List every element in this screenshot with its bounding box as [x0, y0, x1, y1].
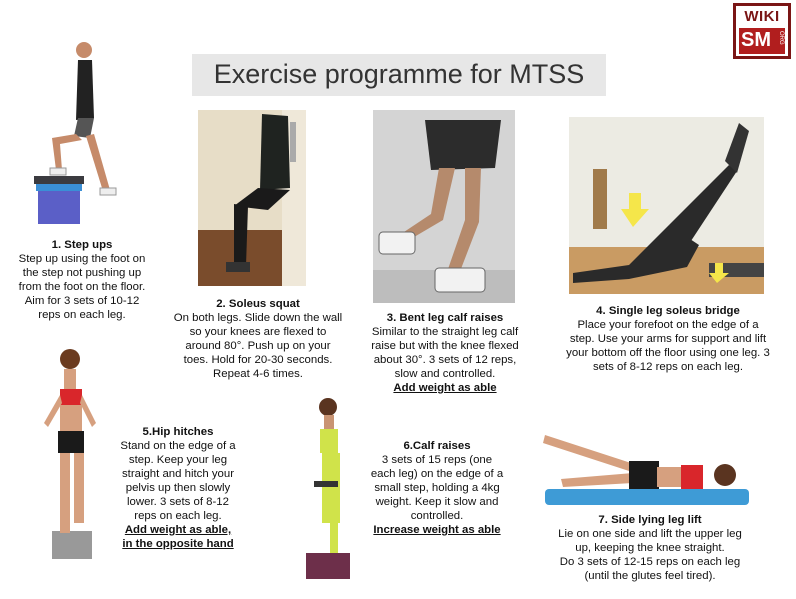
exercise-line: from the foot on the floor. — [18, 281, 146, 293]
exercise-line: toes. Hold for 20-30 seconds. — [183, 354, 333, 366]
page-title: Exercise programme for MTSS — [213, 59, 585, 89]
exercise-mat — [545, 489, 749, 505]
exercise-line: reps on each leg. — [38, 309, 126, 321]
exercise-3-text — [357, 311, 533, 395]
exercise-emphasis: Increase weight as able — [373, 524, 501, 536]
bent-leg-calf-raise-photo — [373, 110, 515, 303]
hip-hitches-illustration — [30, 345, 110, 563]
exercise-line: On both legs. Slide down the wall — [173, 312, 343, 324]
exercise-line: step. Keep your leg — [128, 454, 228, 466]
exercise-line: Step up using the foot on — [18, 253, 146, 265]
exercise-line: Place your forefoot on the edge of a — [577, 319, 759, 331]
exercise-4-text — [557, 304, 779, 374]
exercise-line: around 80°. Push up on your — [185, 340, 331, 352]
exercise-line: lower. 3 sets of 8-12 — [127, 496, 229, 508]
exercise-line: pelvis up then slowly — [125, 482, 231, 494]
exercise-line: about 30°. 3 sets of 12 reps, — [373, 354, 517, 366]
exercise-line: Lie on one side and lift the upper leg — [558, 528, 742, 540]
exercise-line: Aim for 3 sets of 10-12 — [24, 295, 140, 307]
logo-line1: WIKI — [744, 8, 780, 25]
exercise-line: slow and controlled. — [394, 368, 496, 380]
dumbbell — [314, 481, 338, 487]
side-lying-leg-lift-illustration — [541, 427, 751, 509]
soleus-squat-photo — [198, 110, 306, 286]
logo-small: ORG — [778, 31, 784, 45]
exercise-line: small step, holding a 4kg — [374, 482, 500, 494]
exercise-line: Similar to the straight leg calf — [371, 326, 519, 338]
exercise-line: sets of 8-12 reps on each leg. — [592, 361, 744, 373]
exercise-heading: 7. Side lying leg lift — [598, 514, 702, 526]
exercise-line: Do 3 sets of 12-15 reps on each leg — [559, 556, 741, 568]
exercise-6-text — [362, 439, 512, 537]
exercise-7-text — [546, 513, 754, 583]
step-ups-illustration — [30, 38, 125, 228]
exercise-line: so your knees are flexed to — [189, 326, 327, 338]
exercise-heading: 5.Hip hitches — [142, 426, 214, 438]
exercise-line: up, keeping the knee straight. — [575, 542, 725, 554]
step-platform — [52, 531, 92, 559]
exercise-heading: 3. Bent leg calf raises — [386, 312, 504, 324]
exercise-line: (until the glutes feel tired). — [584, 570, 716, 582]
wikism-logo — [733, 3, 791, 59]
step-platform — [306, 553, 350, 579]
exercise-heading: 6.Calf raises — [403, 440, 471, 452]
exercise-line: reps on each leg. — [134, 510, 222, 522]
exercise-line: straight and hitch your — [121, 468, 235, 480]
exercise-5-text — [112, 425, 244, 551]
exercise-heading: 2. Soleus squat — [216, 298, 300, 310]
calf-raises-illustration — [300, 395, 360, 583]
exercise-heading: 4. Single leg soleus bridge — [596, 305, 740, 317]
exercise-line: weight. Keep it slow and — [375, 496, 499, 508]
exercise-line: Repeat 4-6 times. — [213, 368, 303, 380]
exercise-line: controlled. — [410, 510, 464, 522]
step-platform — [38, 190, 80, 224]
exercise-line: 3 sets of 15 reps (one — [381, 454, 493, 466]
exercise-emphasis: Add weight as able — [393, 382, 497, 394]
single-leg-bridge-photo — [569, 117, 764, 294]
exercise-line: each leg) on the edge of a — [370, 468, 504, 480]
exercise-line: Stand on the edge of a — [120, 440, 236, 452]
exercise-heading: 1. Step ups — [51, 239, 113, 251]
exercise-2-text — [160, 297, 356, 381]
exercise-line: your bottom off the floor using one leg. 3 — [566, 347, 770, 359]
exercise-line: the step not pushing up — [22, 267, 142, 279]
exercise-1-text — [12, 238, 152, 322]
logo-badge — [739, 28, 785, 54]
exercise-emphasis: Add weight as able, — [124, 524, 232, 536]
exercise-emphasis: in the opposite hand — [122, 538, 234, 550]
exercise-line: raise but with the knee flexed — [371, 340, 519, 352]
exercise-line: step. Use your arms for support and lift — [569, 333, 767, 345]
logo-line2: SM — [741, 29, 771, 51]
